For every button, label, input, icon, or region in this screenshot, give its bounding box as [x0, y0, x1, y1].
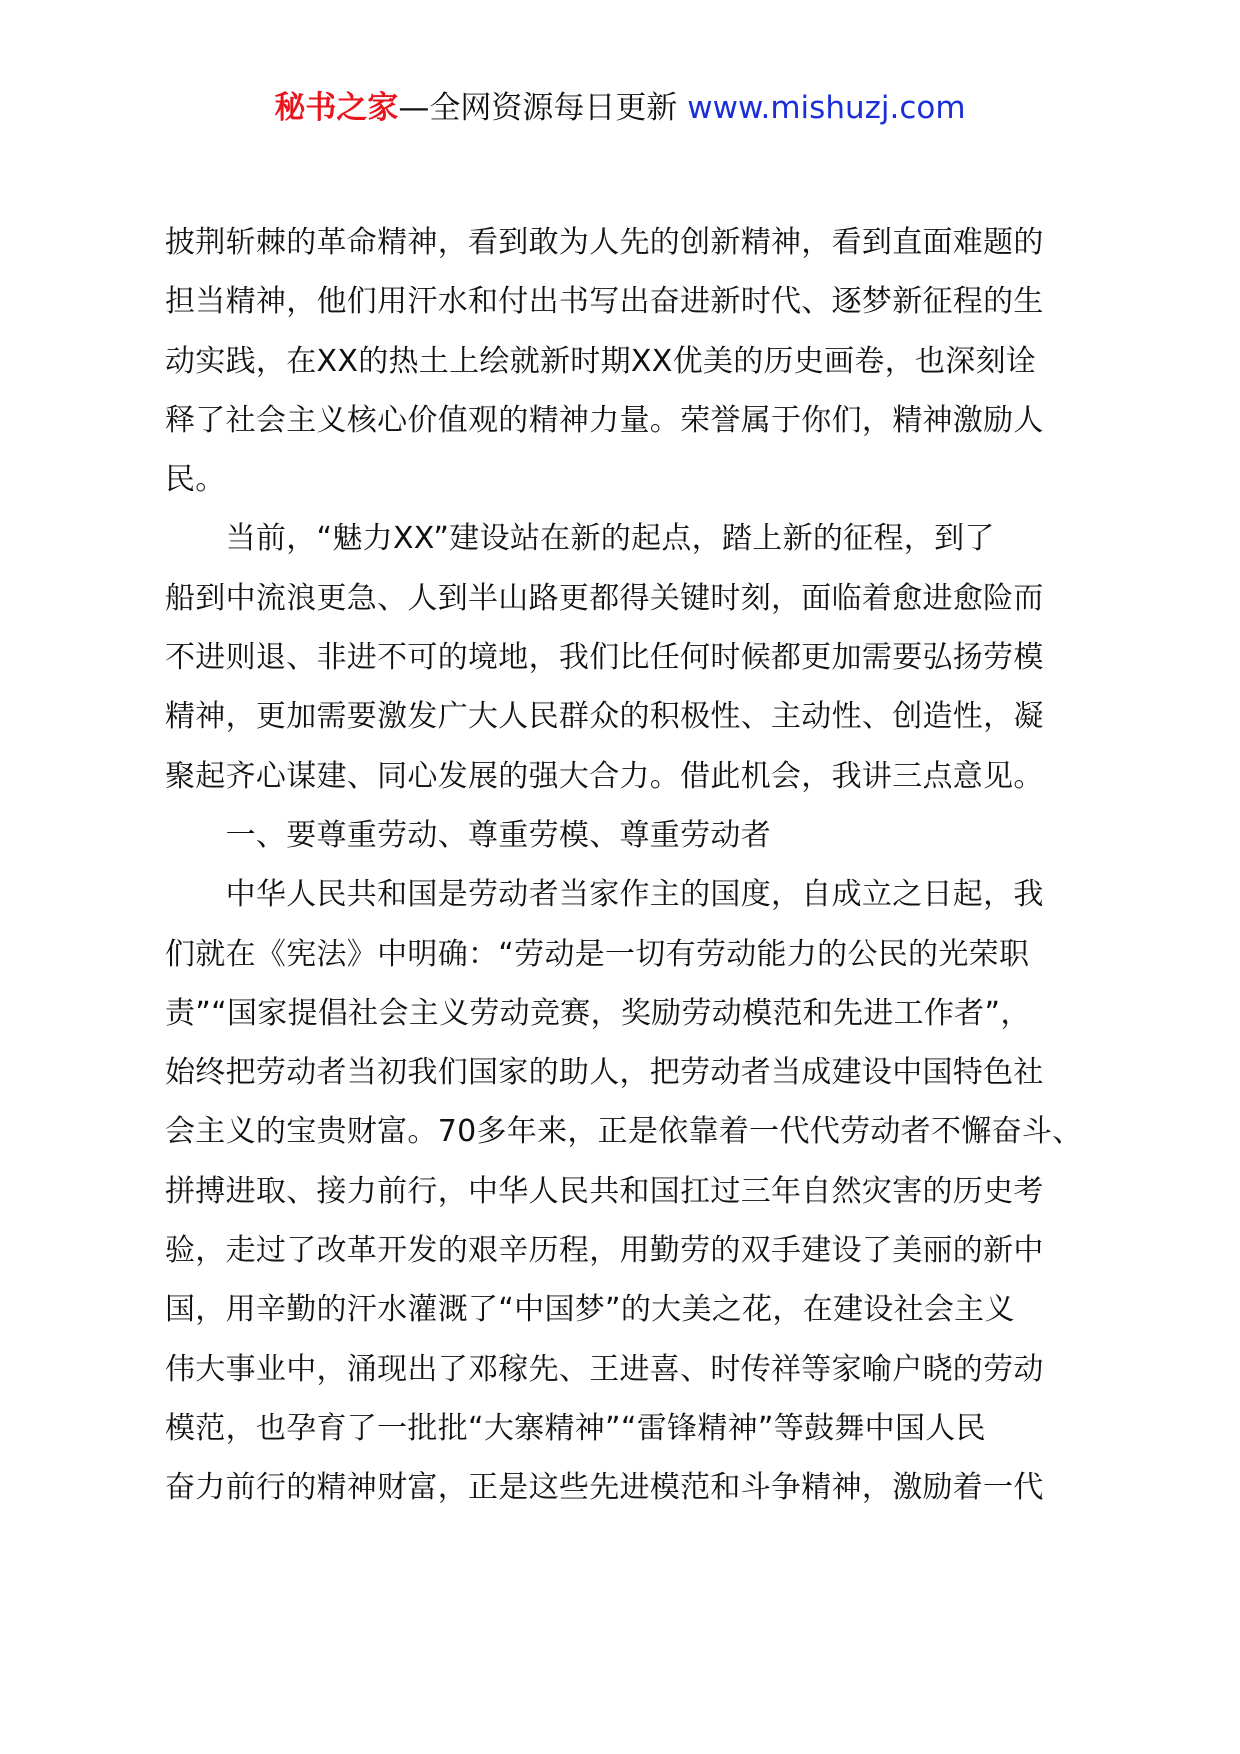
text-line: 船到中流浪更急、人到半山路更都得关键时刻，面临着愈进愈险而	[165, 580, 1044, 616]
text-line: 中华人民共和国是劳动者当家作主的国度，自成立之日起，我	[165, 877, 1044, 913]
text-line: 们就在《宪法》中明确：“劳动是一切有劳动能力的公民的光荣职	[165, 936, 1030, 972]
text-line: 精神，更加需要激发广大人民群众的积极性、主动性、创造性，凝	[165, 699, 1044, 735]
text-line: 模范，也孕育了一批批“大寨精神”“雷锋精神”等鼓舞中国人民	[165, 1410, 986, 1446]
page-header	[0, 86, 1240, 130]
text-line: 始终把劳动者当初我们国家的助人，把劳动者当成建设中国特色社	[165, 1055, 1044, 1091]
text-line: 拼搏进取、接力前行，中华人民共和国扛过三年自然灾害的历史考	[165, 1173, 1044, 1209]
text-line: 会主义的宝贵财富。70多年来，正是依靠着一代代劳动者不懈奋斗、	[165, 1114, 1083, 1150]
text-line: 民。	[165, 462, 226, 498]
website-link[interactable]: www.mishuzj.com	[687, 90, 966, 126]
text-line: 奋力前行的精神财富，正是这些先进模范和斗争精神，激励着一代	[165, 1470, 1044, 1506]
text-line: 释了社会主义核心价值观的精神力量。荣誉属于你们，精神激励人	[165, 402, 1044, 438]
text-line: 当前，“魅力XX”建设站在新的起点，踏上新的征程，到了	[165, 521, 995, 557]
text-line: 验，走过了改革开发的艰辛历程，用勤劳的双手建设了美丽的新中	[165, 1233, 1044, 1269]
text-line: 聚起齐心谋建、同心发展的强大合力。借此机会，我讲三点意见。	[165, 758, 1044, 794]
text-line: 披荆斩棘的革命精神，看到敢为人先的创新精神，看到直面难题的	[165, 225, 1044, 260]
brand-name: 秘书之家	[274, 90, 399, 126]
header-tagline: —全网资源每日更新	[398, 90, 678, 126]
document-body	[165, 225, 1083, 1533]
text-line: 责”“国家提倡社会主义劳动竞赛，奖励劳动模范和先进工作者”，	[165, 995, 1031, 1031]
section-heading: 一、要尊重劳动、尊重劳模、尊重劳动者	[165, 817, 771, 853]
text-line: 不进则退、非进不可的境地，我们比任何时候都更加需要弘扬劳模	[165, 640, 1044, 676]
text-line: 动实践，在XX的热土上绘就新时期XX优美的历史画卷，也深刻诠	[165, 343, 1037, 379]
text-line: 担当精神，他们用汗水和付出书写出奋进新时代、逐梦新征程的生	[165, 284, 1044, 320]
text-line: 伟大事业中，涌现出了邓稼先、王进喜、时传祥等家喻户晓的劳动	[165, 1351, 1044, 1387]
text-line: 国，用辛勤的汗水灌溉了“中国梦”的大美之花，在建设社会主义	[165, 1292, 1015, 1328]
